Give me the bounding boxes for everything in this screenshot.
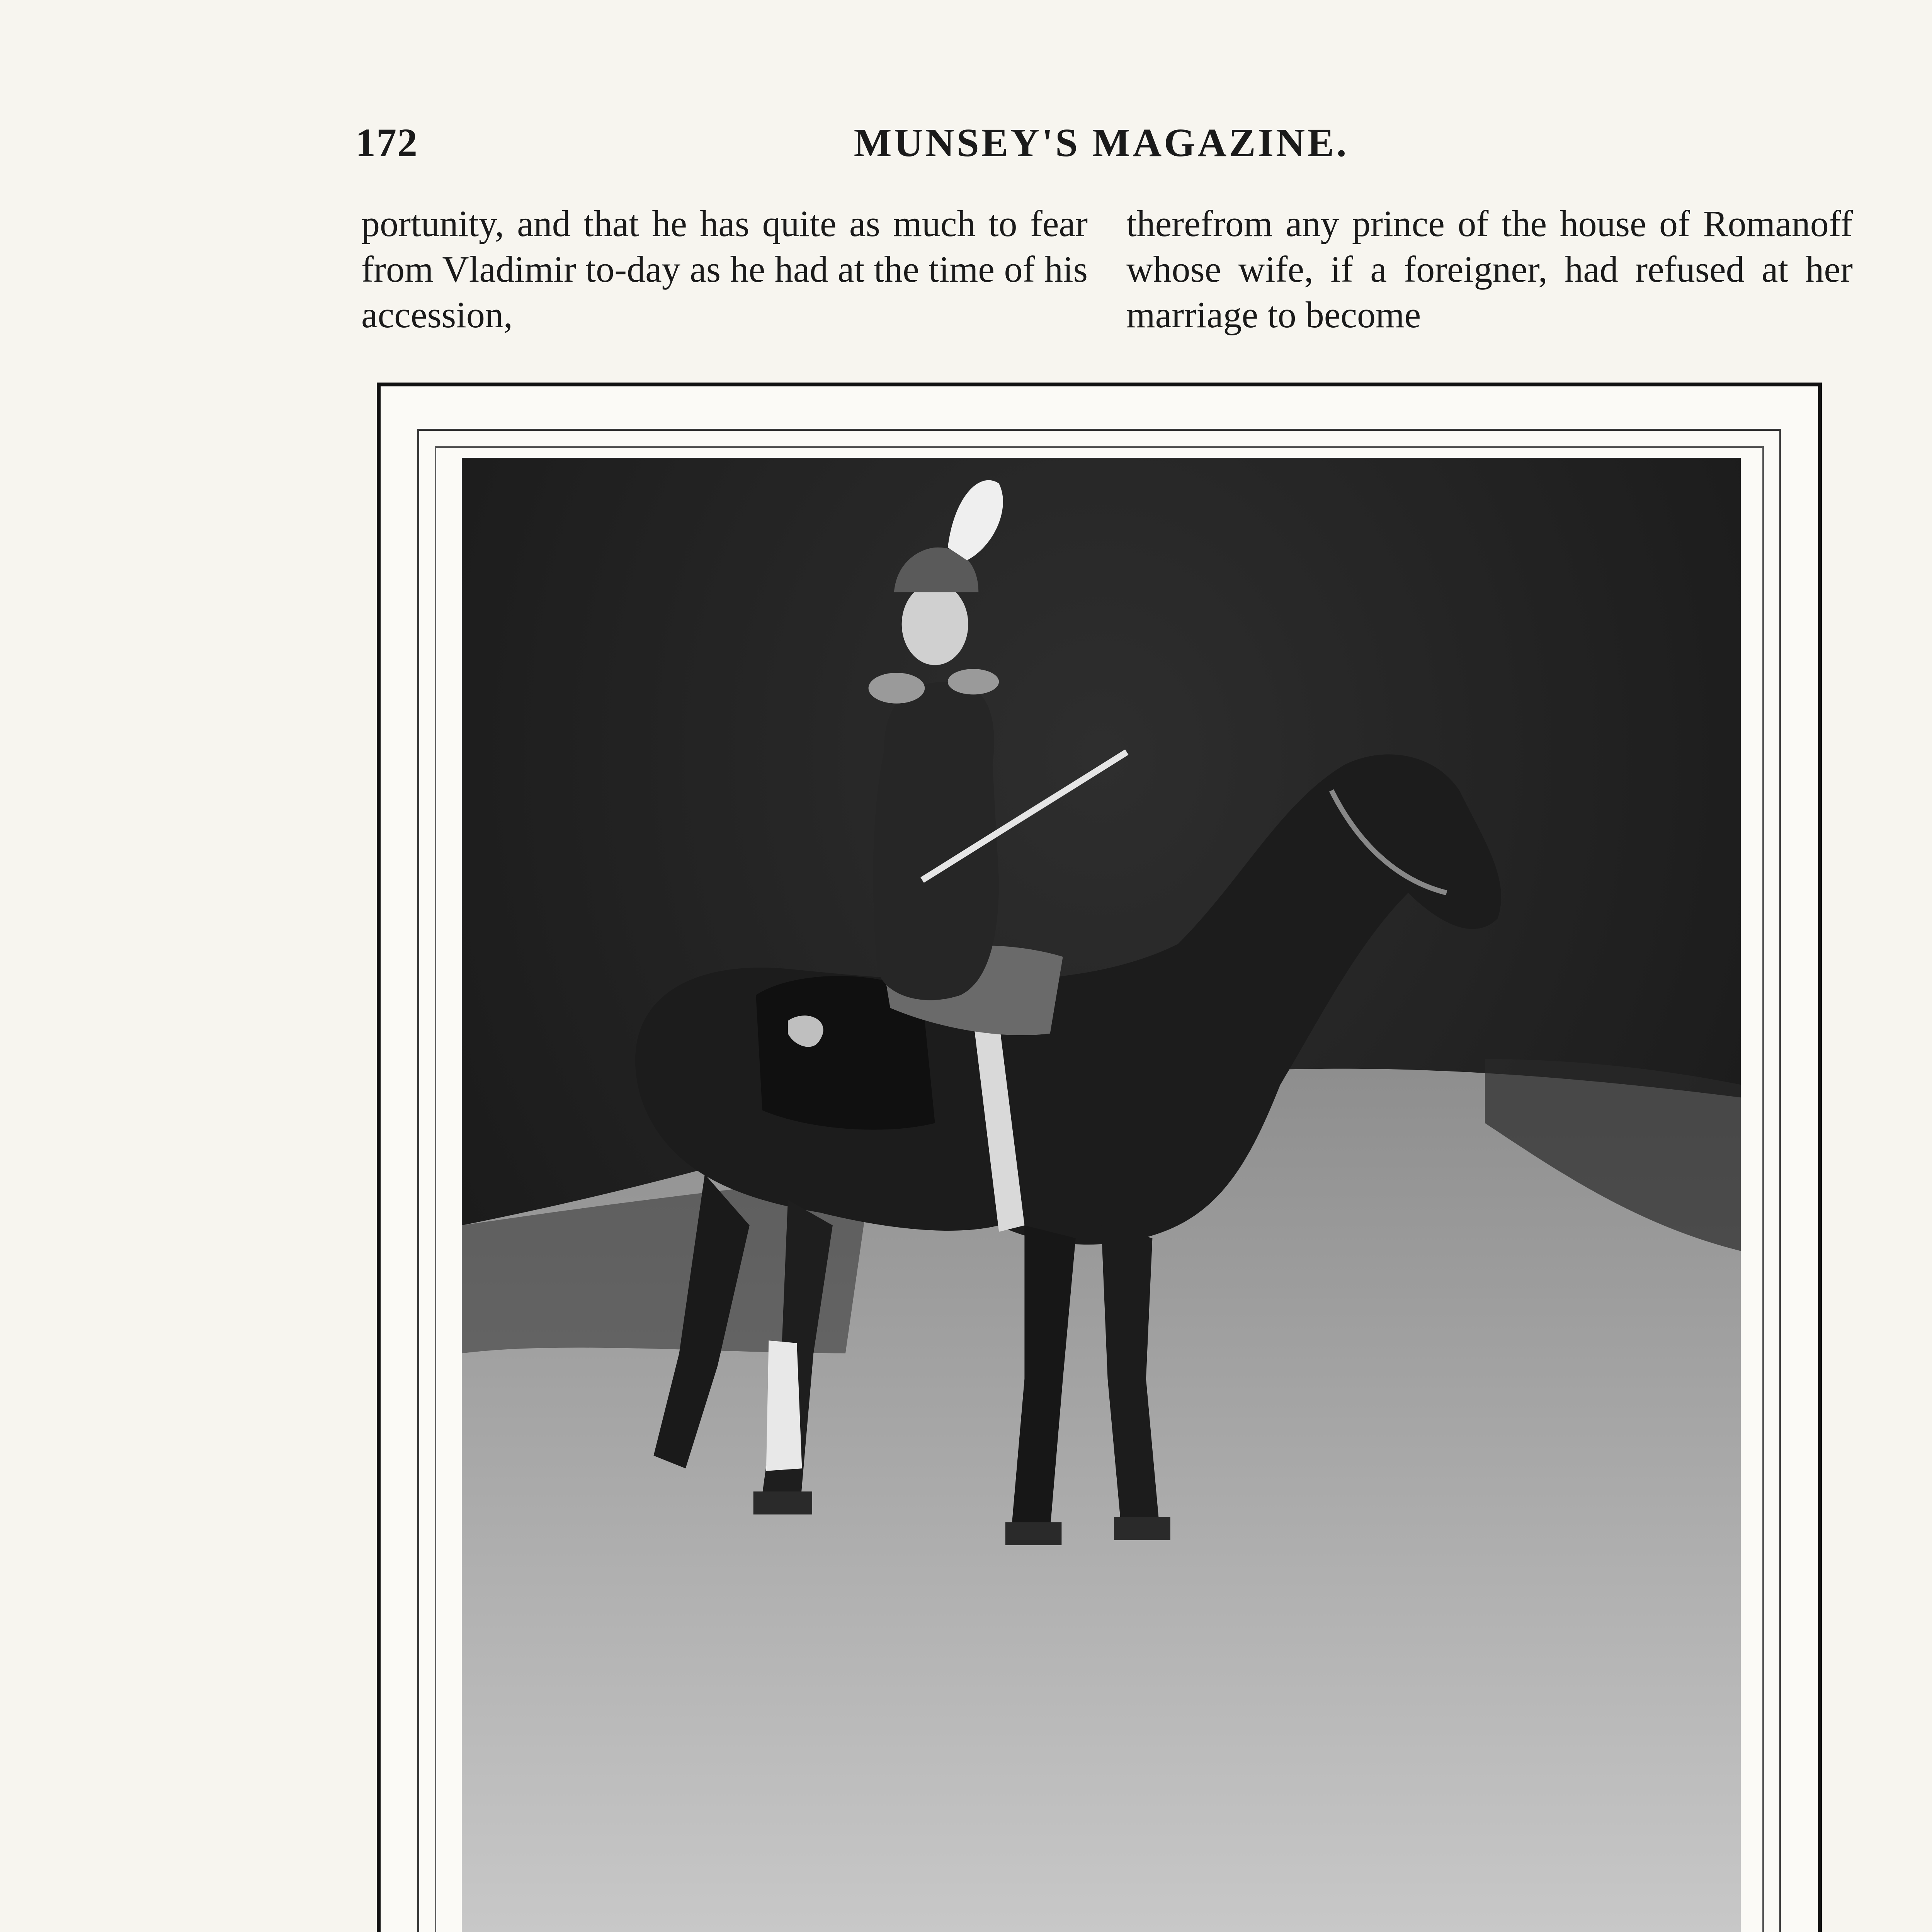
- running-head: MUNSEY'S MAGAZINE.: [854, 121, 1349, 165]
- photograph-illustration: [462, 458, 1741, 1932]
- column-top-right: [1126, 201, 1853, 338]
- photograph-empress-on-horse: [462, 458, 1741, 1932]
- page-header: [355, 116, 1847, 178]
- column-top-left: [361, 201, 1088, 338]
- paragraph: portunity, and that he has quite as much to fear from Vladimir to-day as he had at the time of his accession,: [361, 203, 1088, 335]
- paragraph: therefrom any prince of the house of Romanoff whose wife, if a foreigner, had refused at her marriage to become: [1126, 203, 1853, 335]
- page-number: 172: [355, 121, 418, 165]
